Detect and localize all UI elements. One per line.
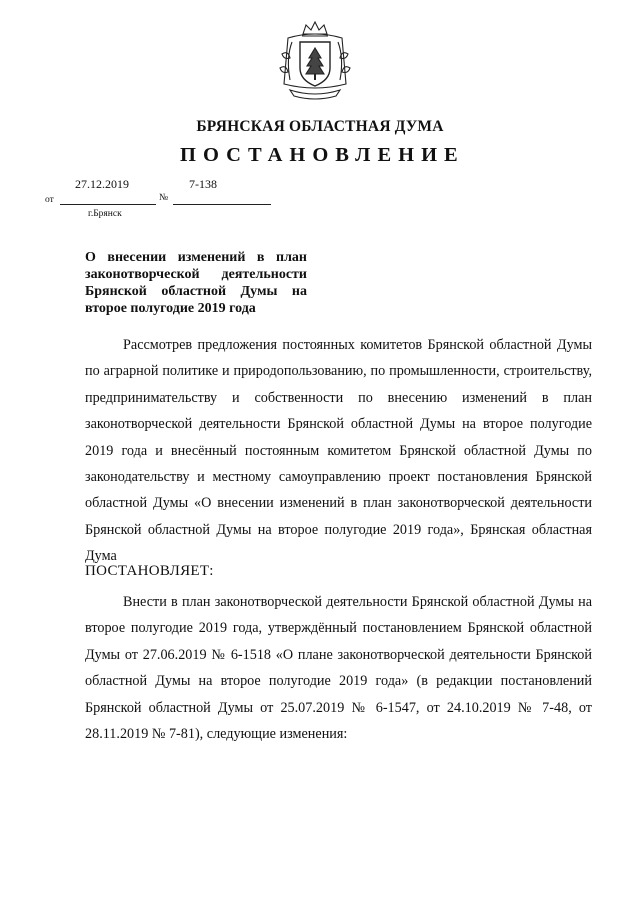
document-date: 27.12.2019 <box>75 177 129 191</box>
document-type-title: ПОСТАНОВЛЕНИЕ <box>180 144 465 166</box>
coat-of-arms-emblem <box>276 18 354 102</box>
date-prefix-label: от <box>45 195 54 205</box>
date-underline <box>60 204 156 205</box>
body-paragraph-2: Внести в план законотворческой деятельности Брянской областной Думы на второе полугодие 2019 года, утверждённый постановлением Брянской областной Думы от 27.06.2019 № 6-1518 «О плане законотворческой деятельности Брянской областной Думы на второе полугодие 2019 года» (в редакции постановлений Брянской областной Думы от 25.07.2019 № 6-1547, от 24.10.2019 № 7-48, от 28.11.2019 № 7-81), следующие изменения: <box>85 594 592 743</box>
document-number: 7-138 <box>189 177 217 191</box>
document-subject: О внесении изменений в план законотворческой деятельности Брянской областной Думы на второе полугодие 2019 года <box>85 250 307 316</box>
number-prefix-label: № <box>159 193 169 203</box>
body-paragraph-1: Рассмотрев предложения постоянных комитетов Брянской областной Думы по аграрной политике и природопользованию, по промышленности, строительству, предпринимательству и собственности по внесению изменений в план законотворческой деятельности Брянской областной Думы на второе полугодие 2019 года и внесённый постоянным комитетом Брянской областной Думы по законодательству и местному самоуправлению проект постановления Брянской областной Думы «О внесении изменений в план законотворческой деятельности Брянской областной Думы на второе полугодие 2019 года», Брянская областная Дума <box>85 337 592 565</box>
number-underline <box>173 204 271 205</box>
organization-name: БРЯНСКАЯ ОБЛАСТНАЯ ДУМА <box>196 118 444 135</box>
decree-heading: ПОСТАНОВЛЯЕТ: <box>85 563 214 579</box>
city-label: г.Брянск <box>88 209 122 219</box>
